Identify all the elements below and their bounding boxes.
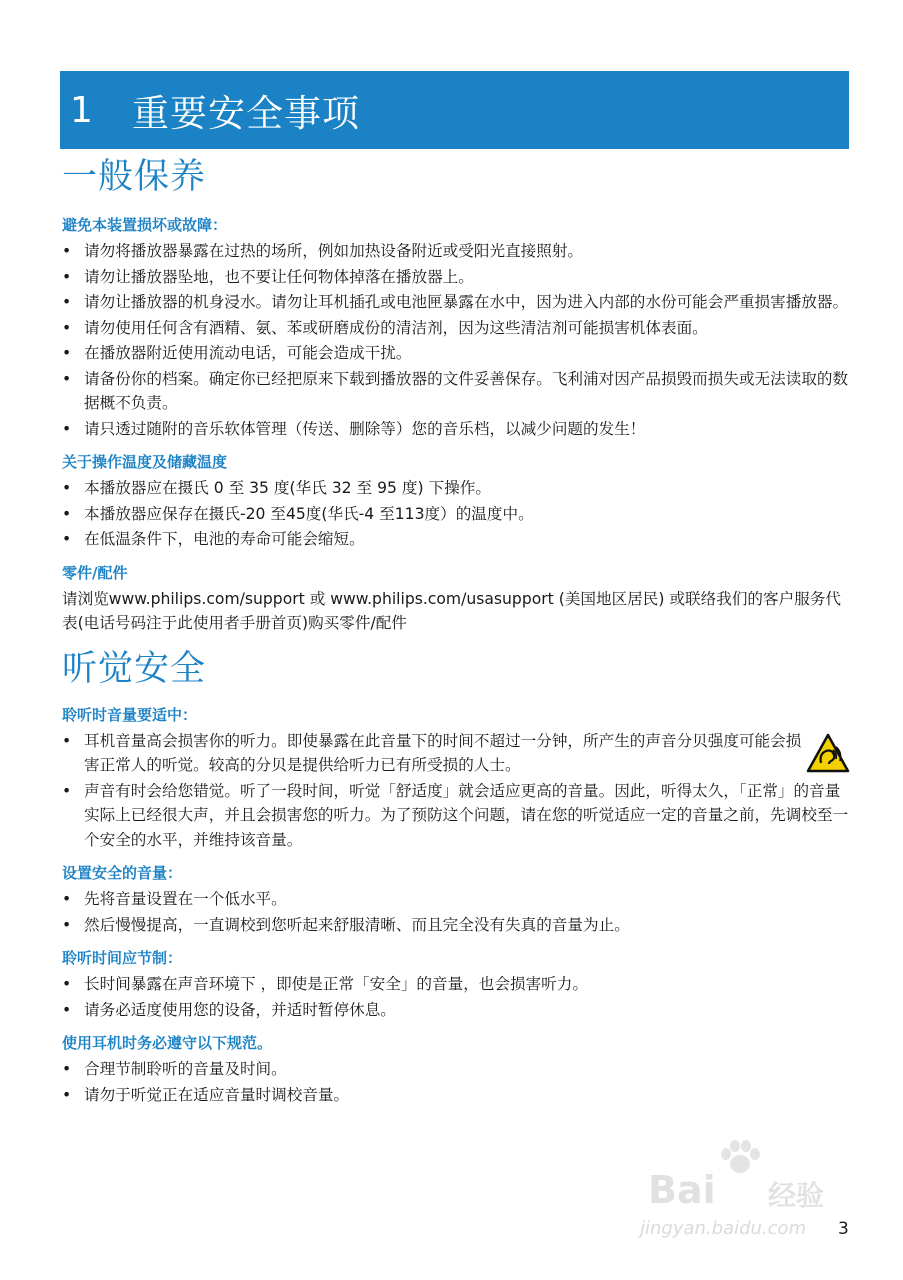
subheading-temperature: 关于操作温度及储藏温度 bbox=[62, 453, 228, 471]
list-item: • 先将音量设置在一个低水平。 bbox=[62, 887, 852, 912]
list-item: • 合理节制聆听的音量及时间。 bbox=[62, 1057, 852, 1082]
moderate-volume-list bbox=[62, 729, 852, 853]
list-item: • 请勿让播放器的机身浸水。请勿让耳机插孔或电池匣暴露在水中，因为进入内部的水份可能会严重损害播放器。 bbox=[62, 290, 852, 315]
avoid-damage-list bbox=[62, 239, 852, 441]
list-item: • 请勿让播放器坠地，也不要让任何物体掉落在播放器上。 bbox=[62, 265, 852, 290]
paw-icon bbox=[718, 1140, 762, 1176]
earphone-rules-list bbox=[62, 1057, 852, 1107]
list-item: • 请勿使用任何含有酒精、氨、苯或研磨成份的清洁剂，因为这些清洁剂可能损害机体表面。 bbox=[62, 316, 852, 341]
list-item: • 声音有时会给您错觉。听了一段时间，听觉「舒适度」就会适应更高的音量。因此，听得太久，「正常」的音量实际上已经很大声，并且会损害您的听力。为了预防这个问题，请在您的听觉适应一定的音量之前，先调校至一个安全的水平，并维持该音量。 bbox=[62, 779, 852, 853]
subheading-safe-volume: 设置安全的音量： bbox=[62, 864, 183, 882]
safe-volume-list bbox=[62, 887, 852, 937]
limit-time-list bbox=[62, 972, 852, 1022]
subheading-parts: 零件/配件 bbox=[62, 563, 128, 582]
list-item: • 长时间暴露在声音环境下 ，即使是正常「安全」的音量，也会损害听力。 bbox=[62, 972, 852, 997]
chapter-header bbox=[60, 71, 849, 149]
list-item: • 在低温条件下，电池的寿命可能会缩短。 bbox=[62, 527, 852, 552]
list-item: • 请勿于听觉正在适应音量时调校音量。 bbox=[62, 1083, 852, 1108]
watermark-brand-cn: 经验 bbox=[768, 1179, 825, 1212]
subheading-limit-time: 聆听时间应节制： bbox=[62, 949, 183, 967]
chapter-number: 1 bbox=[70, 89, 93, 131]
subheading-moderate-volume: 聆听时音量要适中： bbox=[62, 705, 198, 724]
list-item: • 请备份你的档案。确定你已经把原来下载到播放器的文件妥善保存。飞利浦对因产品损毁而损失或无法读取的数据概不负责。 bbox=[62, 367, 852, 416]
watermark-brand: Bai bbox=[648, 1168, 716, 1212]
page-content bbox=[62, 150, 852, 1117]
baidu-jingyan-watermark bbox=[640, 1140, 850, 1240]
list-item: • 然后慢慢提高，一直调校到您听起来舒服清晰、而且完全没有失真的音量为止。 bbox=[62, 913, 852, 938]
parts-text: 请浏览www.philips.com/support 或 www.philips.com/usasupport (美国地区居民) 或联络我们的客户服务代表(电话号码注于此使用者手册首页)购买零件/配件 bbox=[62, 589, 841, 632]
list-item-with-warning bbox=[62, 729, 852, 778]
hearing-warning-icon bbox=[806, 733, 850, 773]
list-item: • 请勿将播放器暴露在过热的场所，例如加热设备附近或受阳光直接照射。 bbox=[62, 239, 852, 264]
list-item: • 请务必适度使用您的设备，并适时暂停休息。 bbox=[62, 998, 852, 1023]
watermark-url: jingyan.baidu.com bbox=[640, 1218, 807, 1239]
temperature-list bbox=[62, 476, 852, 552]
list-item: • 本播放器应保存在摄氏-20 至45度(华氏-4 至113度）的温度中。 bbox=[62, 502, 852, 527]
list-item-text: 耳机音量高会损害你的听力。即使暴露在此音量下的时间不超过一分钟，所产生的声音分贝强度可能会损害正常人的听觉。较高的分贝是提供给听力已有所受损的人士。 bbox=[84, 731, 802, 774]
subheading-earphone-rules: 使用耳机时务必遵守以下规范。 bbox=[62, 1034, 273, 1052]
section-title-hearing-safety: 听觉安全 bbox=[62, 648, 207, 689]
subheading-avoid-damage: 避免本装置损坏或故障： bbox=[62, 216, 228, 234]
section-title-general-care: 一般保养 bbox=[62, 157, 207, 197]
chapter-title: 重要安全事项 bbox=[132, 92, 360, 135]
list-item: • 在播放器附近使用流动电话，可能会造成干扰。 bbox=[62, 341, 852, 366]
list-item: • 本播放器应在摄氏 0 至 35 度(华氏 32 至 95 度) 下操作。 bbox=[62, 476, 852, 501]
list-item: • 请只透过随附的音乐软体管理（传送、删除等）您的音乐档，以减少问题的发生！ bbox=[62, 417, 852, 442]
page-number: 3 bbox=[838, 1219, 849, 1239]
